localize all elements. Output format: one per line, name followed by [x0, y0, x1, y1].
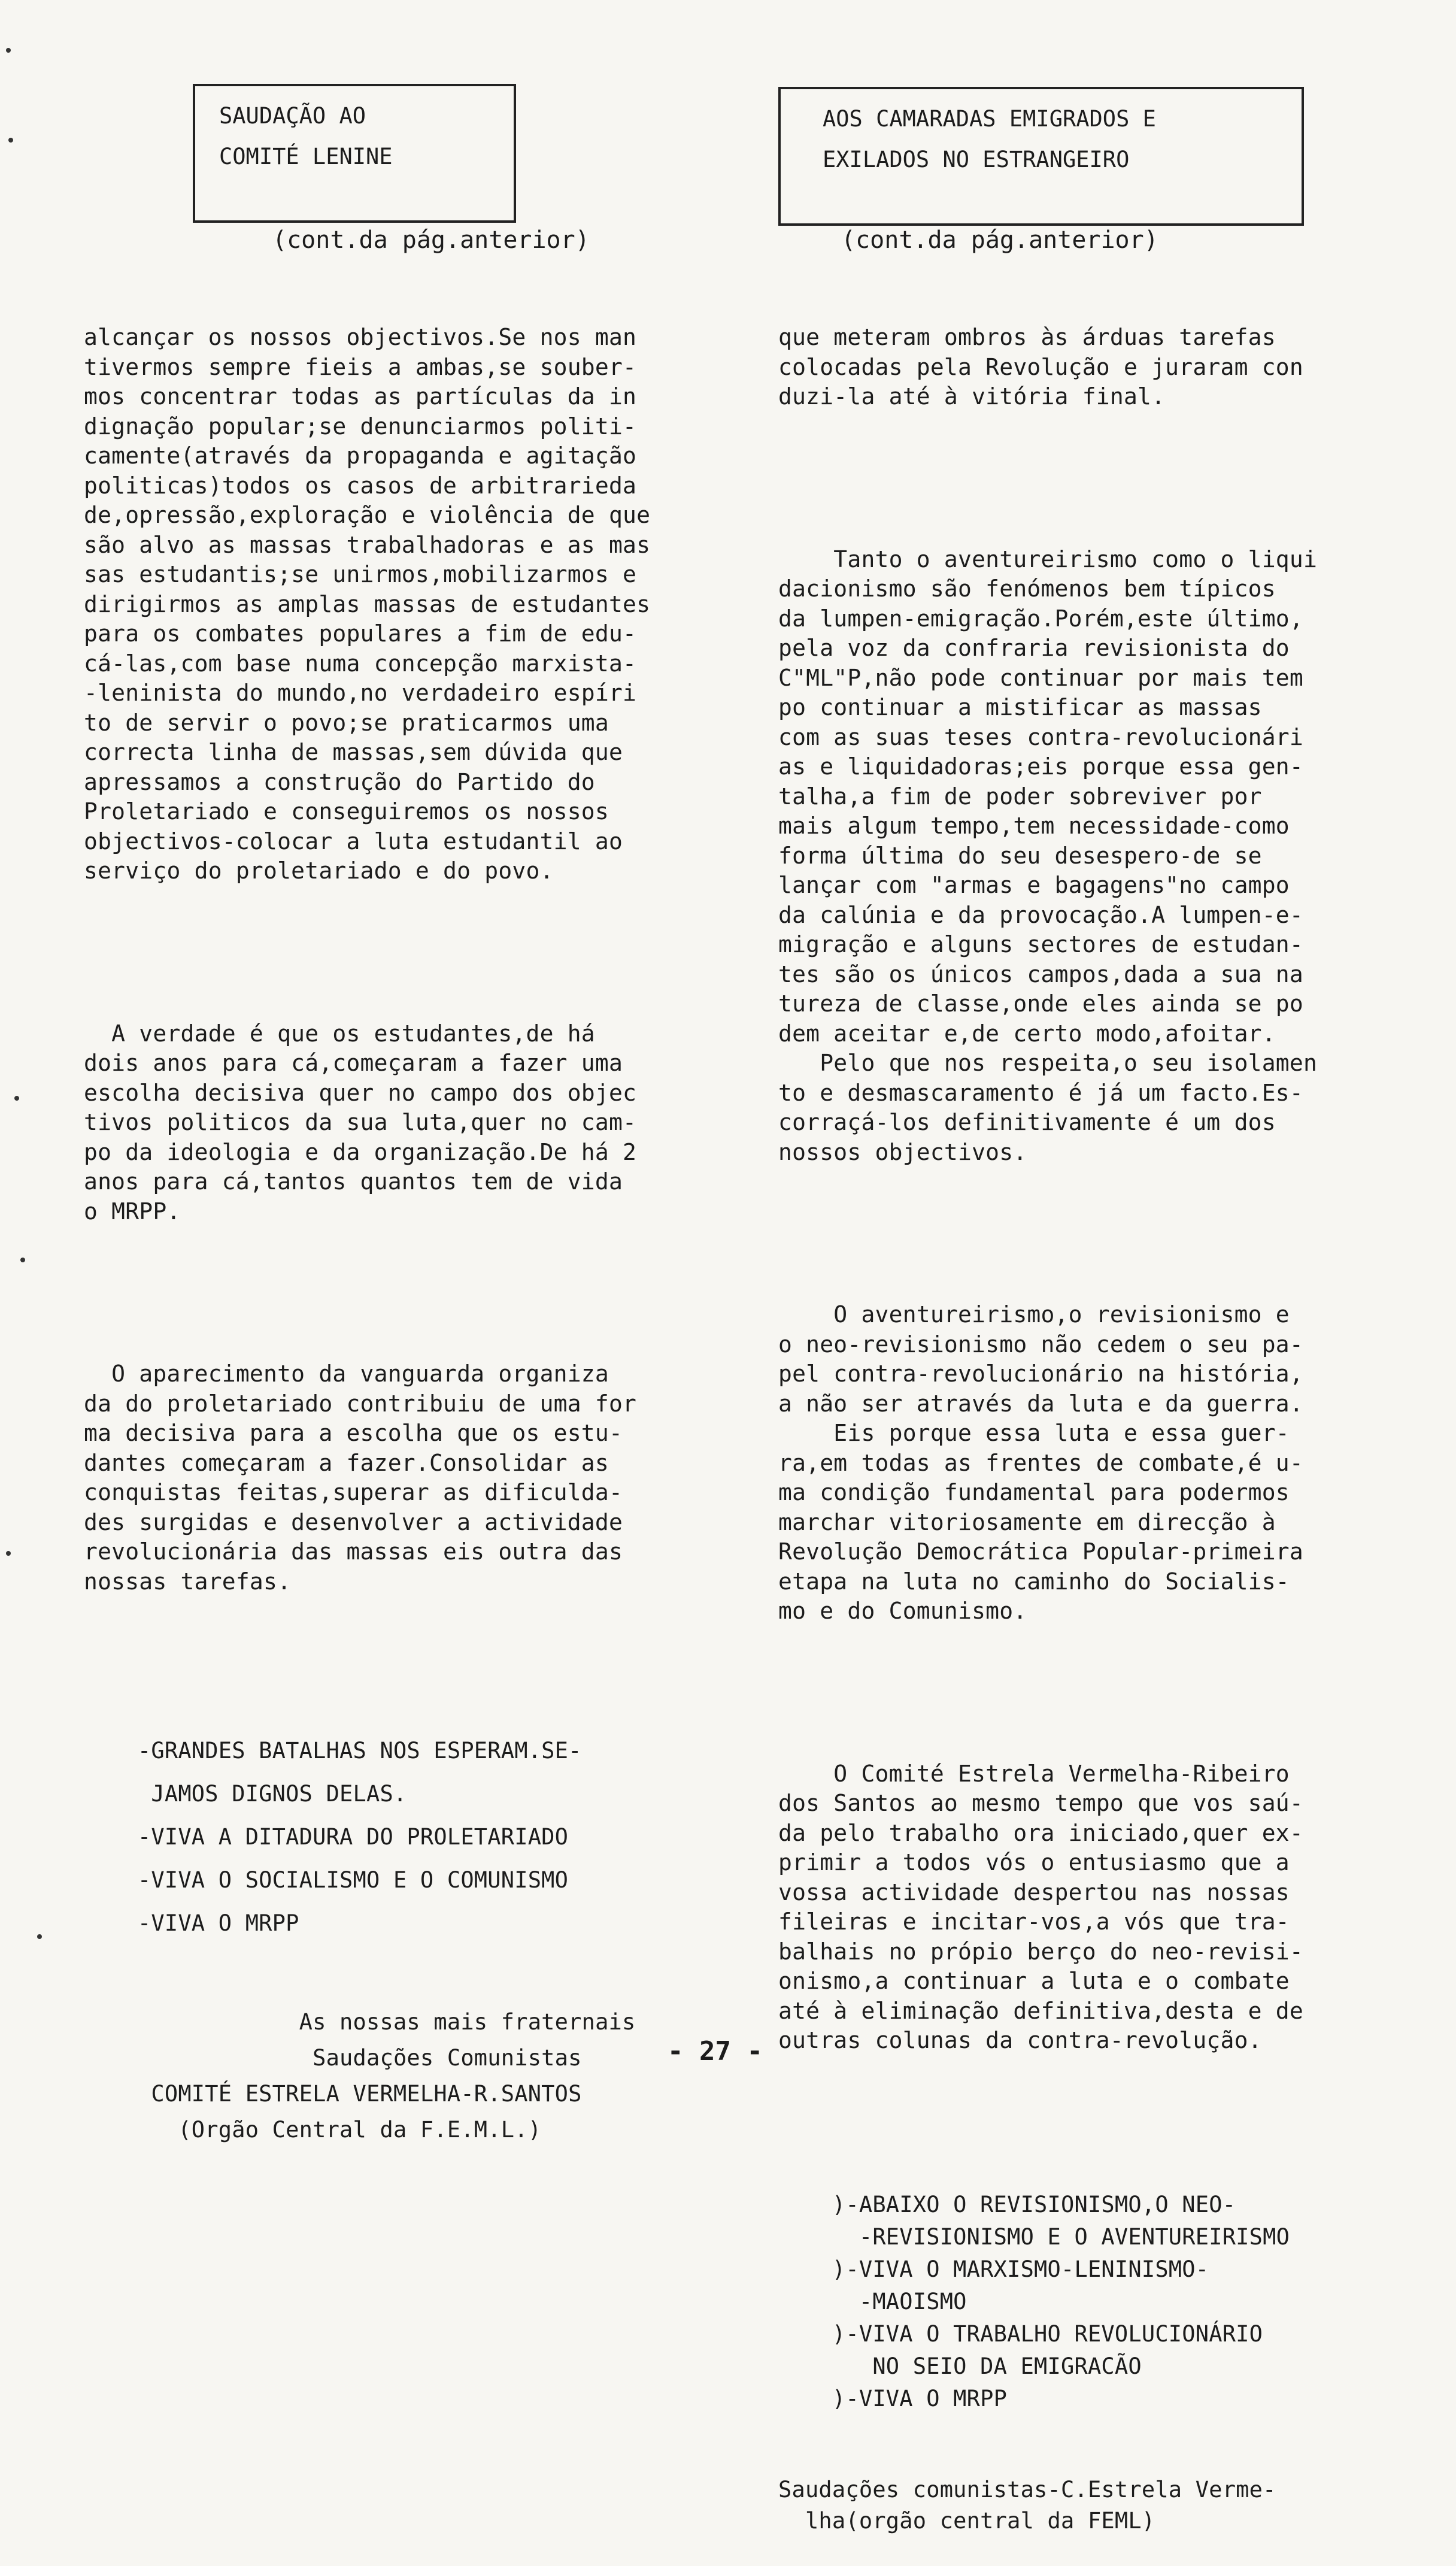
text-line: lançar com "armas e bagagens"no campo	[778, 872, 1290, 898]
closing-line: lha(orgão central da FEML)	[778, 2507, 1155, 2534]
text-line: colocadas pela Revolução e juraram con	[778, 353, 1303, 380]
text-line: politicas)todos os casos de arbitrarieda	[84, 472, 637, 499]
text-line: sas estudantis;se unirmos,mobilizarmos e	[84, 561, 637, 587]
text-line: são alvo as massas trabalhadoras e as mas	[84, 531, 651, 558]
text-line: pela voz da confraria revisionista do	[778, 635, 1290, 661]
slogan-line: )-VIVA O MARXISMO-LENINISMO-	[778, 2256, 1209, 2282]
text-line: até à eliminação definitiva,desta e de	[778, 1997, 1303, 2024]
text-line: alcançar os nossos objectivos.Se nos man	[84, 324, 637, 350]
text-line: anos para cá,tantos quantos tem de vida	[84, 1168, 623, 1195]
text-line: outras colunas da contra-revolução.	[778, 2027, 1262, 2053]
right-closing	[778, 2474, 1317, 2537]
text-line: onismo,a continuar a luta e o combate	[778, 1968, 1290, 1994]
left-body	[84, 263, 650, 2178]
text-line: da calúnia e da provocação.A lumpen-e-	[778, 901, 1303, 928]
text-line: etapa na luta no caminho do Socialis-	[778, 1568, 1290, 1595]
text-line: nossos objectivos.	[778, 1138, 1027, 1165]
text-line: -leninista do mundo,no verdadeiro espíri	[84, 680, 637, 706]
right-paragraph-2	[778, 545, 1317, 1168]
text-line: vossa actividade despertou nas nossas	[778, 1879, 1290, 1905]
text-line: Revolução Democrática Popular-primeira	[778, 1538, 1303, 1565]
right-body	[778, 263, 1317, 2566]
slogan-line: -MAOISMO	[778, 2288, 967, 2314]
text-line: Pelo que nos respeita,o seu isolamen	[778, 1050, 1318, 1076]
text-line: duzi-la até à vitória final.	[778, 383, 1166, 410]
slogan-line: NO SEIO DA EMIGRACÃO	[778, 2353, 1142, 2379]
left-title-box	[193, 84, 516, 223]
text-line: marchar vitoriosamente em direcção à	[778, 1508, 1276, 1535]
text-line: Proletariado e conseguiremos os nossos	[84, 798, 609, 825]
slogan-line: JAMOS DIGNOS DELAS.	[84, 1781, 407, 1807]
text-line: C"ML"P,não pode continuar por mais tem	[778, 664, 1303, 691]
slogan-line: -REVISIONISMO E O AVENTUREIRISMO	[778, 2223, 1290, 2250]
text-line: as e liquidadoras;eis porque essa gen-	[778, 753, 1303, 780]
text-line: tes são os únicos campos,dada a sua na	[778, 961, 1303, 987]
text-line: que meteram ombros às árduas tarefas	[778, 324, 1276, 350]
text-line: da lumpen-emigração.Porém,este último,	[778, 605, 1303, 632]
page-number: - 27 -	[668, 2036, 763, 2067]
text-line: ra,em todas as frentes de combate,é u-	[778, 1449, 1303, 1476]
scan-speck	[6, 1551, 11, 1556]
text-line: balhais no própio berço do neo-revisi-	[778, 1938, 1303, 1965]
text-line: dois anos para cá,começaram a fazer uma	[84, 1050, 623, 1076]
text-line: primir a todos vós o entusiasmo que a	[778, 1849, 1290, 1876]
text-line: dantes começaram a fazer.Consolidar as	[84, 1449, 609, 1476]
text-line: serviço do proletariado e do povo.	[84, 858, 554, 884]
text-line: mais algum tempo,tem necessidade-como	[778, 813, 1290, 839]
text-line: da do proletariado contribuiu de uma for	[84, 1390, 637, 1417]
text-line: tivos politicos da sua luta,quer no cam-	[84, 1109, 637, 1135]
text-line: dem aceitar e,de certo modo,afoitar.	[778, 1020, 1276, 1047]
text-line: revolucionária das massas eis outra das	[84, 1538, 623, 1565]
text-line: para os combates populares a fim de edu-	[84, 620, 637, 647]
scan-speck	[6, 48, 11, 53]
closing-line: Saudações Comunistas	[84, 2045, 582, 2071]
text-line: des surgidas e desenvolver a actividade	[84, 1508, 623, 1535]
closing-line: Saudações comunistas-C.Estrela Verme-	[778, 2476, 1276, 2503]
left-paragraph-2	[84, 1019, 650, 1227]
text-line: camente(através da propaganda e agitação	[84, 443, 637, 469]
slogan-line: -VIVA O MRPP	[84, 1910, 299, 1936]
text-line: com as suas teses contra-revolucionári	[778, 723, 1303, 750]
right-paragraph-3	[778, 1300, 1317, 1626]
text-line: corraçá-los definitivamente é um dos	[778, 1109, 1276, 1135]
text-line: forma última do seu desespero-de se	[778, 842, 1262, 869]
text-line: ma decisiva para a escolha que os estu-	[84, 1420, 623, 1446]
text-line: tivermos sempre fieis a ambas,se souber-	[84, 353, 637, 380]
text-line: po da ideologia e da organização.De há 2	[84, 1138, 637, 1165]
text-line: mo e do Comunismo.	[778, 1598, 1027, 1624]
text-line: ma condição fundamental para podermos	[778, 1479, 1290, 1505]
left-slogans	[84, 1729, 650, 1945]
text-line: correcta linha de massas,sem dúvida que	[84, 739, 623, 765]
left-paragraph-3	[84, 1359, 650, 1596]
text-line: O aparecimento da vanguarda organiza	[84, 1361, 609, 1387]
text-line: dignação popular;se denunciarmos politi-	[84, 413, 637, 440]
scan-speck	[8, 138, 13, 143]
scan-speck	[37, 1934, 42, 1939]
text-line: dos Santos ao mesmo tempo que vos saú-	[778, 1790, 1303, 1816]
text-line: O aventureirismo,o revisionismo e	[778, 1301, 1290, 1328]
right-paragraph-1	[778, 323, 1317, 412]
slogan-line: -VIVA O SOCIALISMO E O COMUNISMO	[84, 1867, 569, 1893]
text-line: a não ser através da luta e da guerra.	[778, 1390, 1303, 1417]
right-slogans	[778, 2189, 1317, 2415]
text-line: de,opressão,exploração e violência de que	[84, 502, 651, 528]
slogan-line: -GRANDES BATALHAS NOS ESPERAM.SE-	[84, 1738, 582, 1764]
text-line: cá-las,com base numa concepção marxista-	[84, 650, 637, 677]
text-line: talha,a fim de poder sobreviver por	[778, 783, 1262, 810]
text-line: tureza de classe,onde eles ainda se po	[778, 990, 1303, 1017]
text-line: da pelo trabalho ora iniciado,quer ex-	[778, 1819, 1303, 1846]
closing-line: As nossas mais fraternais	[84, 2009, 636, 2035]
text-line: O Comité Estrela Vermelha-Ribeiro	[778, 1760, 1290, 1787]
right-paragraph-4	[778, 1759, 1317, 2056]
left-paragraph-1	[84, 323, 650, 886]
text-line: objectivos-colocar a luta estudantil ao	[84, 828, 623, 855]
text-line: apressamos a construção do Partido do	[84, 768, 595, 795]
closing-line: COMITÉ ESTRELA VERMELHA-R.SANTOS	[84, 2081, 582, 2107]
left-continued-note: (cont.da pág.anterior)	[272, 226, 590, 254]
text-line: fileiras e incitar-vos,a vós que tra-	[778, 1908, 1290, 1935]
text-line: escolha decisiva quer no campo dos objec	[84, 1079, 637, 1106]
slogan-line: )-ABAIXO O REVISIONISMO,O NEO-	[778, 2191, 1236, 2217]
left-title-line2: COMITÉ LENINE	[219, 144, 393, 169]
text-line: dirigirmos as amplas massas de estudantes	[84, 590, 651, 617]
slogan-line: )-VIVA O MRPP	[778, 2385, 1008, 2412]
text-line: pel contra-revolucionário na história,	[778, 1361, 1303, 1387]
right-continued-note: (cont.da pág.anterior)	[841, 226, 1158, 254]
text-line: Eis porque essa luta e essa guer-	[778, 1420, 1290, 1446]
text-line: Tanto o aventureirismo como o liqui	[778, 546, 1318, 572]
text-line: o MRPP.	[84, 1198, 181, 1225]
text-line: po continuar a mistificar as massas	[778, 694, 1262, 720]
slogan-line: -VIVA A DITADURA DO PROLETARIADO	[84, 1824, 569, 1850]
closing-line: (Orgão Central da F.E.M.L.)	[84, 2117, 542, 2143]
text-line: dacionismo são fenómenos bem típicos	[778, 575, 1276, 602]
text-line: A verdade é que os estudantes,de há	[84, 1020, 595, 1047]
text-line: o neo-revisionismo não cedem o seu pa-	[778, 1331, 1303, 1358]
right-title-line1: AOS CAMARADAS EMIGRADOS E	[823, 106, 1156, 132]
text-line: to e desmascaramento é já um facto.Es-	[778, 1079, 1303, 1106]
scan-speck	[14, 1096, 19, 1101]
text-line: migração e alguns sectores de estudan-	[778, 931, 1303, 958]
text-line: to de servir o povo;se praticarmos uma	[84, 709, 609, 736]
right-title-box	[778, 87, 1304, 226]
right-title-line2: EXILADOS NO ESTRANGEIRO	[823, 147, 1130, 172]
text-line: conquistas feitas,superar as dificulda-	[84, 1479, 623, 1505]
left-closing	[84, 2004, 650, 2148]
text-line: nossas tarefas.	[84, 1568, 292, 1595]
left-title-line1: SAUDAÇÃO AO	[219, 103, 366, 129]
scan-speck	[20, 1258, 25, 1262]
slogan-line: )-VIVA O TRABALHO REVOLUCIONÁRIO	[778, 2320, 1263, 2347]
text-line: mos concentrar todas as partículas da in	[84, 383, 637, 410]
